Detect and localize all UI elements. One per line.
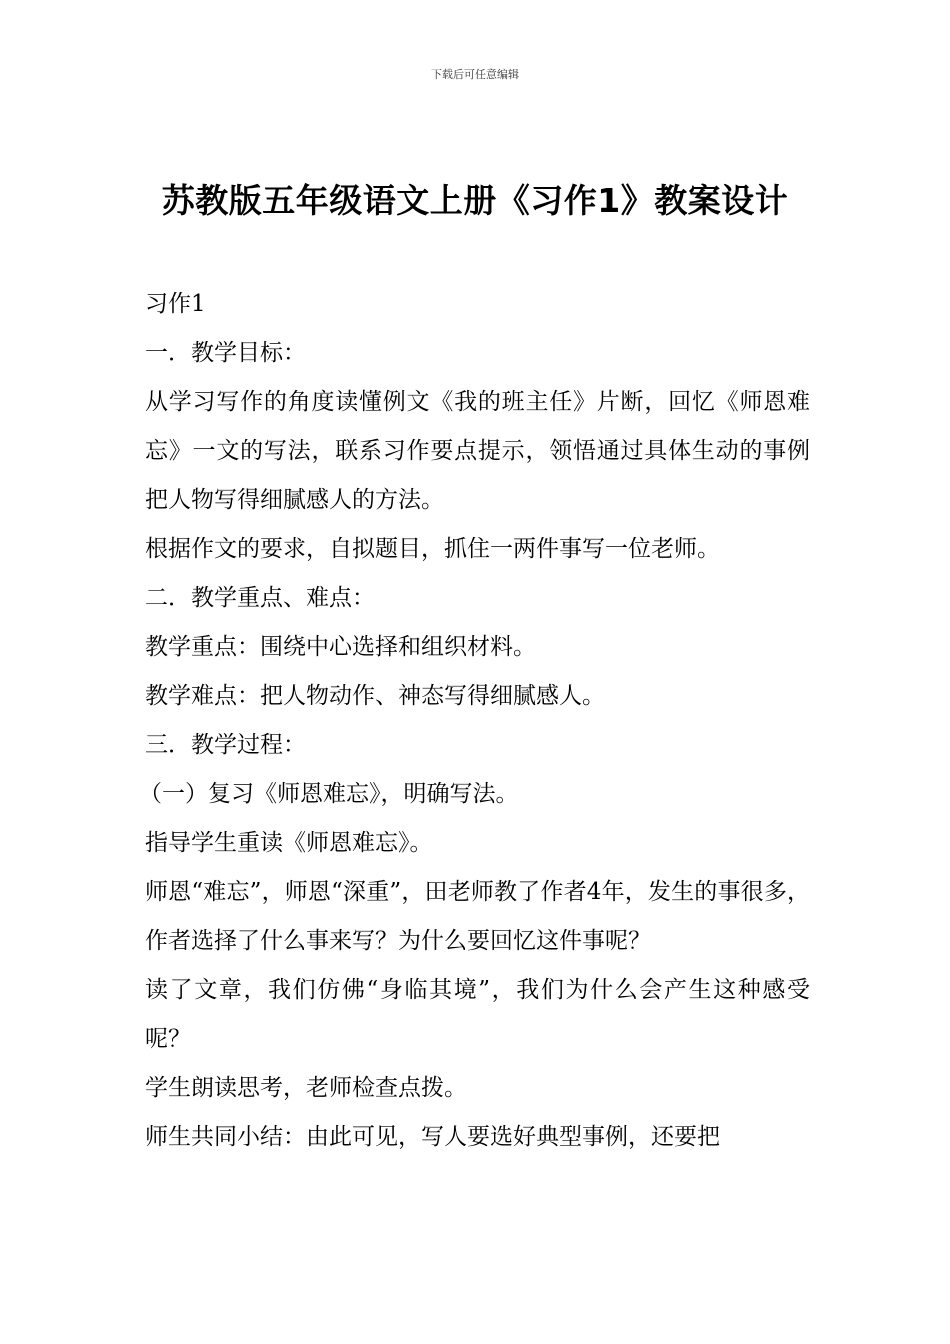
section-label: 习作1 xyxy=(145,291,206,317)
heading-teaching-goals: 一．教学目标： xyxy=(145,340,306,366)
paragraph-goal-1: 从学习写作的角度读懂例文《我的班主任》片断，回忆《师恩难忘》一文的写法，联系习作要点提示，领悟通过具体生动的事例把人物写得细腻感人的方法。 xyxy=(145,389,810,513)
heading-teaching-process: 三．教学过程： xyxy=(145,732,306,758)
paragraph-difficulty: 教学难点：把人物动作、神态写得细腻感人。 xyxy=(145,683,605,709)
paragraph-activity: 学生朗读思考，老师检查点拨。 xyxy=(145,1075,467,1101)
paragraph-question-2: 读了文章，我们仿佛“身临其境”，我们为什么会产生这种感受呢？ xyxy=(145,977,810,1052)
paragraph-key-point: 教学重点：围绕中心选择和组织材料。 xyxy=(145,634,536,660)
paragraph-reread: 指导学生重读《师恩难忘》。 xyxy=(145,830,433,856)
subheading-review: （一）复习《师恩难忘》，明确写法。 xyxy=(139,781,519,807)
paragraph-goal-2: 根据作文的要求，自拟题目，抓住一两件事写一位老师。 xyxy=(145,536,720,562)
heading-key-points: 二．教学重点、难点： xyxy=(145,585,375,611)
paragraph-summary: 师生共同小结：由此可见，写人要选好典型事例，还要把 xyxy=(145,1124,720,1150)
document-body xyxy=(139,280,810,1162)
page-header-note: 下载后可任意编辑 xyxy=(431,68,519,81)
document-title: 苏教版五年级语文上册《习作1》教案设计 xyxy=(161,181,789,220)
paragraph-question-1: 师恩“难忘”，师恩“深重”，田老师教了作者4年，发生的事很多，作者选择了什么事来写？为什么要回忆这件事呢？ xyxy=(145,879,810,954)
